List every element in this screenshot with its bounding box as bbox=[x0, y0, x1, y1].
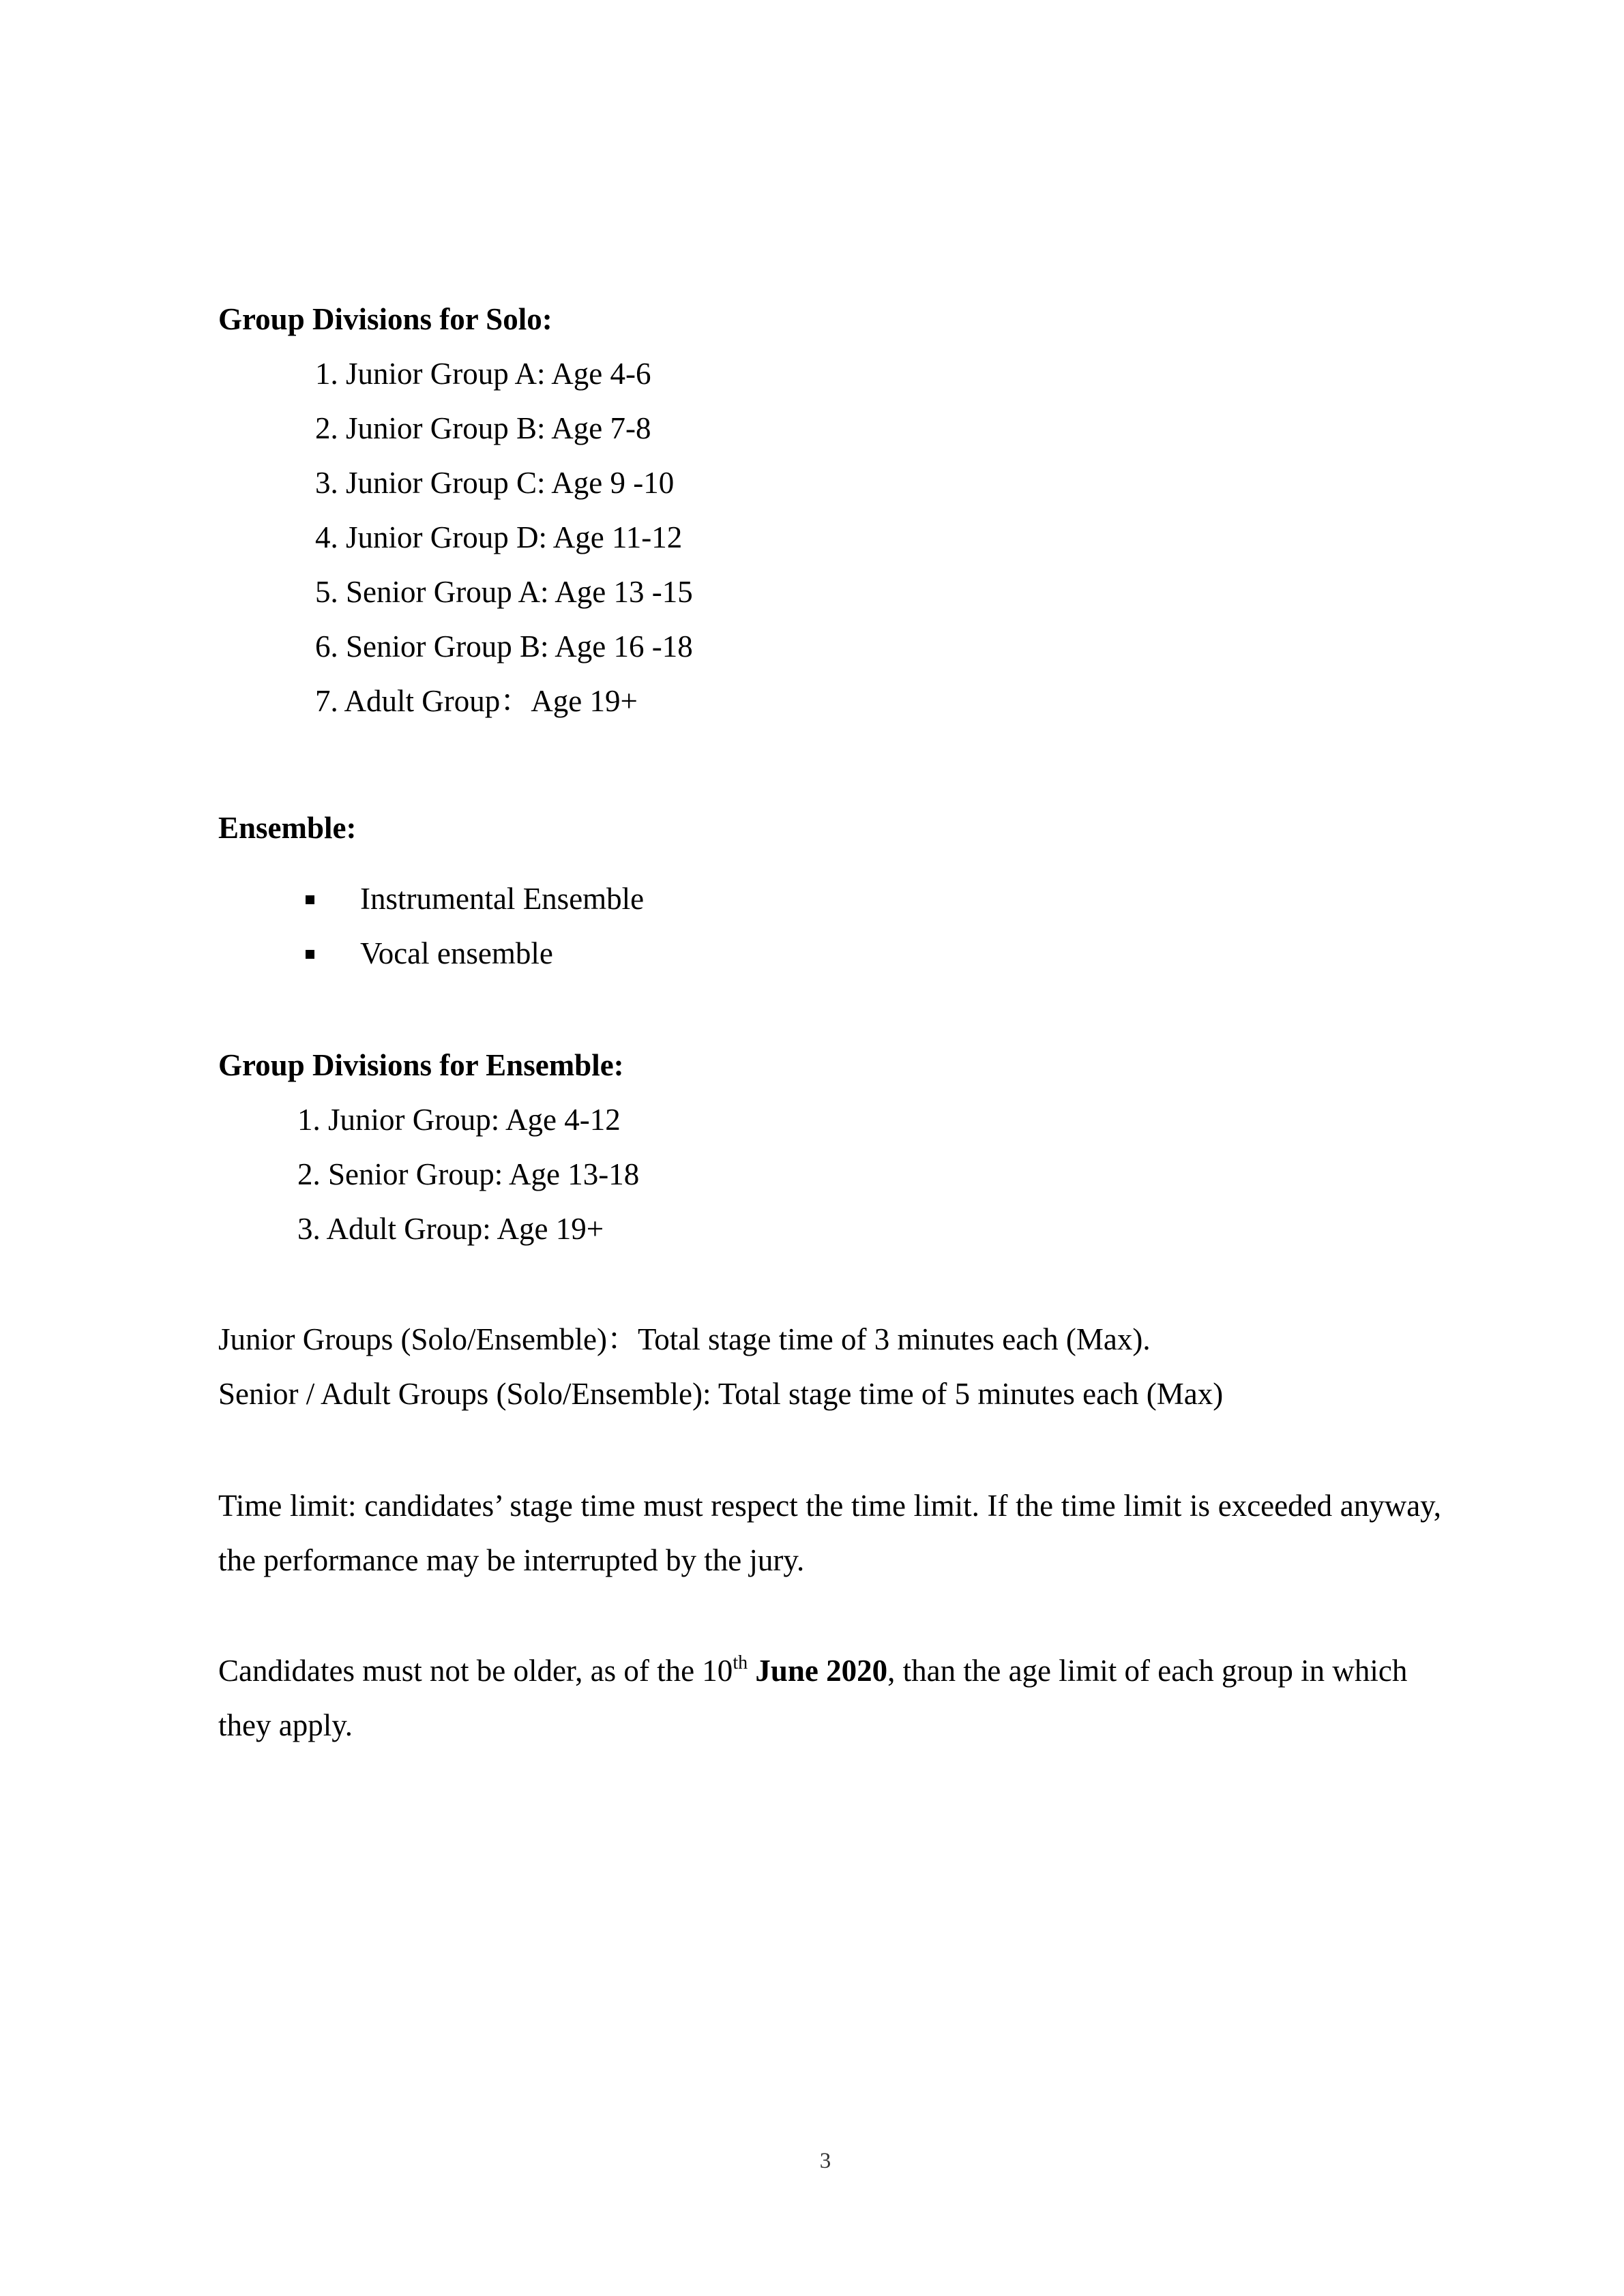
age-rule-paragraph bbox=[218, 1643, 1441, 1753]
solo-divisions-heading: Group Divisions for Solo: bbox=[218, 302, 552, 336]
solo-item-6: 6. Senior Group B: Age 16 -18 bbox=[315, 629, 693, 664]
age-rule-date: June 2020 bbox=[755, 1654, 888, 1688]
solo-item-3: 3. Junior Group C: Age 9 -10 bbox=[315, 466, 675, 500]
ensemble-divisions-heading: Group Divisions for Ensemble: bbox=[218, 1048, 624, 1082]
solo-item-1: 1. Junior Group A: Age 4-6 bbox=[315, 357, 651, 391]
age-rule-text-before: Candidates must not be older, as of the 10 bbox=[218, 1654, 733, 1688]
solo-item-7: 7. Adult Group：Age 19+ bbox=[315, 684, 638, 718]
junior-stage-time: Junior Groups (Solo/Ensemble)：Total stage time of 3 minutes each (Max). bbox=[218, 1322, 1151, 1356]
age-rule-text-after: , than the age limit of each group in which they apply. bbox=[218, 1654, 1408, 1742]
age-rule-superscript: th bbox=[733, 1652, 748, 1673]
solo-item-4: 4. Junior Group D: Age 11-12 bbox=[315, 520, 683, 554]
ensemble-item-2: 2. Senior Group: Age 13-18 bbox=[297, 1157, 640, 1191]
ensemble-bullet-1: Instrumental Ensemble bbox=[360, 882, 645, 916]
ensemble-item-3: 3. Adult Group: Age 19+ bbox=[297, 1212, 604, 1246]
ensemble-item-1: 1. Junior Group: Age 4-12 bbox=[297, 1103, 621, 1137]
solo-item-5: 5. Senior Group A: Age 13 -15 bbox=[315, 575, 693, 609]
time-limit-paragraph: Time limit: candidates’ stage time must respect the time limit. If the time limit is exceeded anyway, the performance may be interrupted by the jury. bbox=[218, 1489, 1441, 1577]
senior-stage-time: Senior / Adult Groups (Solo/Ensemble): Total stage time of 5 minutes each (Max) bbox=[218, 1377, 1224, 1411]
solo-item-2: 2. Junior Group B: Age 7-8 bbox=[315, 411, 651, 445]
ensemble-heading: Ensemble: bbox=[218, 811, 357, 845]
bullet-icon bbox=[306, 950, 314, 959]
bullet-icon bbox=[306, 895, 314, 904]
page-number: 3 bbox=[819, 2149, 831, 2173]
ensemble-bullet-2: Vocal ensemble bbox=[360, 936, 553, 970]
